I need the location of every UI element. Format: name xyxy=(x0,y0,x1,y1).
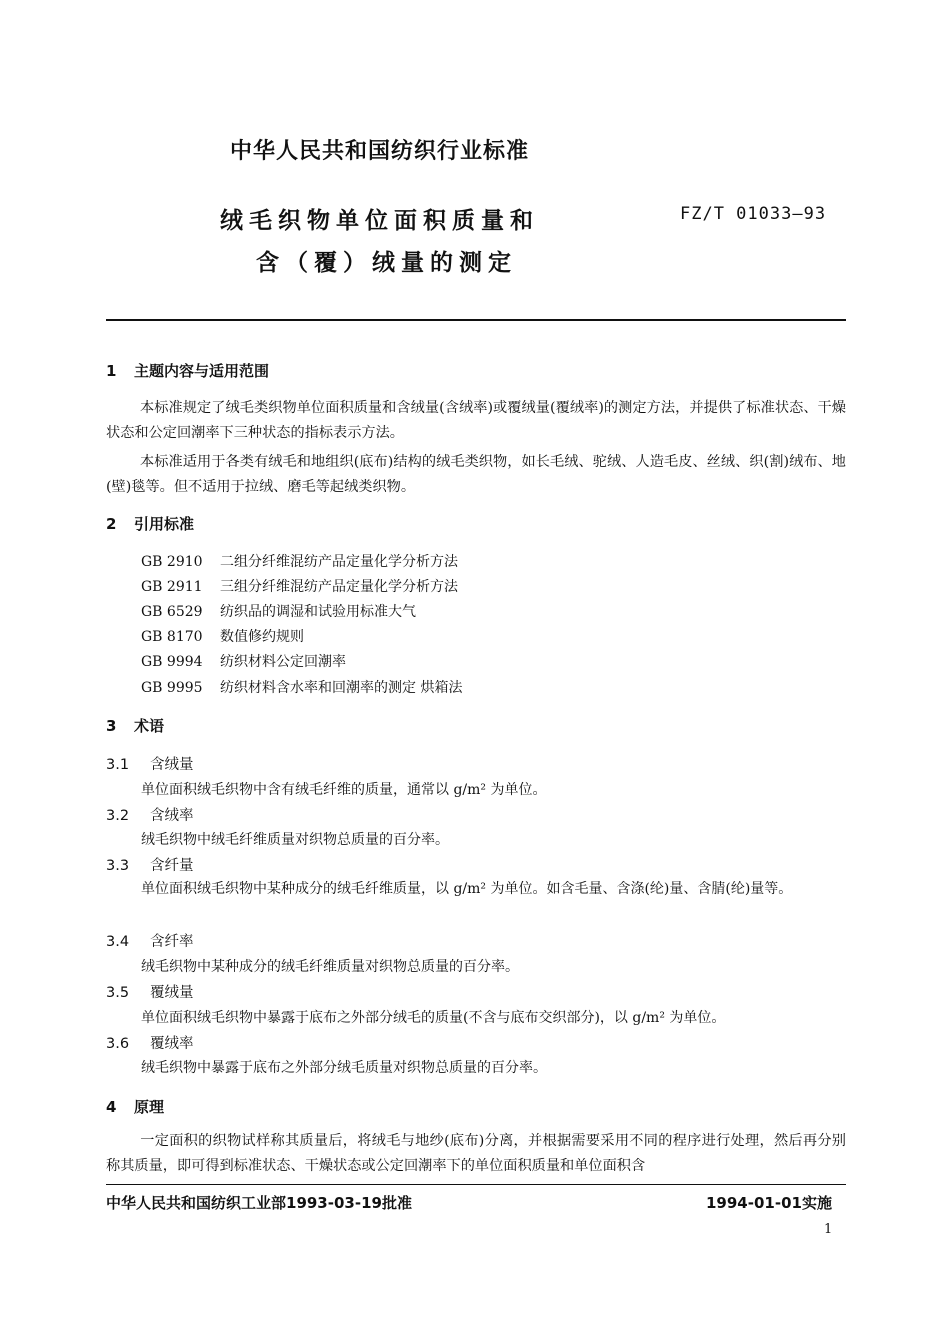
term-number: 3.1 xyxy=(106,757,130,773)
reference-name: 纺织材料含水率和回潮率的测定 烘箱法 xyxy=(220,680,463,696)
term-definition: 单位面积绒毛织物中含有绒毛纤维的质量，通常以 g/m² 为单位。 xyxy=(141,782,547,798)
term-name: 含纤量 xyxy=(150,858,194,874)
section-number: 4 xyxy=(106,1098,117,1116)
term-definition: 绒毛织物中绒毛纤维质量对织物总质量的百分率。 xyxy=(141,832,449,848)
reference-code: GB 8170 xyxy=(141,629,203,645)
section-2-heading xyxy=(106,513,194,534)
reference-item xyxy=(141,626,304,646)
term-heading xyxy=(106,930,194,951)
term-name: 含纤率 xyxy=(150,934,194,950)
term-definition: 绒毛织物中某种成分的绒毛纤维质量对织物总质量的百分率。 xyxy=(141,959,519,975)
term-name: 含绒率 xyxy=(150,808,194,824)
term-heading xyxy=(106,1032,194,1053)
term-heading xyxy=(106,804,194,825)
document-title-line1: 绒毛织物单位面积质量和 xyxy=(220,208,539,234)
section-title: 引用标准 xyxy=(134,515,195,533)
footer-rule xyxy=(106,1184,846,1185)
term-definition: 绒毛织物中暴露于底布之外部分绒毛质量对织物总质量的百分率。 xyxy=(141,1060,547,1076)
approval-line: 中华人民共和国纺织工业部1993-03-19批准 xyxy=(106,1194,412,1212)
standard-code: FZ/T 01033—93 xyxy=(680,204,827,224)
section-number: 1 xyxy=(106,362,117,380)
term-number: 3.2 xyxy=(106,808,130,824)
term-number: 3.5 xyxy=(106,985,130,1001)
term-name: 含绒量 xyxy=(150,757,194,773)
term-heading xyxy=(106,753,194,774)
section-title: 术语 xyxy=(134,717,165,735)
effective-date: 1994-01-01实施 xyxy=(706,1194,832,1212)
header-rule xyxy=(106,319,846,321)
reference-code: GB 6529 xyxy=(141,604,203,620)
reference-item xyxy=(141,601,416,621)
term-definition: 单位面积绒毛织物中某种成分的绒毛纤维质量，以 g/m² 为单位。如含毛量、含涤(纶)量、含腈(纶)量等。 xyxy=(141,881,793,897)
section-number: 2 xyxy=(106,515,117,533)
term-number: 3.3 xyxy=(106,858,130,874)
section-4-heading xyxy=(106,1096,164,1117)
section-title: 原理 xyxy=(134,1098,165,1116)
document-title-line2: 含（覆）绒量的测定 xyxy=(256,250,517,276)
paragraph-text: 本标准适用于各类有绒毛和地组织(底布)结构的绒毛类织物，如长毛绒、驼绒、人造毛皮、丝绒、织(割)绒布、地(壁)毯等。但不适用于拉绒、磨毛等起绒类织物。 xyxy=(106,454,846,495)
section-number: 3 xyxy=(106,717,117,735)
term-heading xyxy=(106,854,194,875)
paragraph-text: 本标准规定了绒毛类织物单位面积质量和含绒量(含绒率)或覆绒量(覆绒率)的测定方法，并提供了标准状态、干燥状态和公定回潮率下三种状态的指标表示方法。 xyxy=(106,400,846,441)
section-1-heading xyxy=(106,360,269,381)
reference-name: 纺织材料公定回潮率 xyxy=(220,654,346,670)
reference-item xyxy=(141,677,462,697)
term-number: 3.4 xyxy=(106,934,130,950)
section-1-paragraph-2 xyxy=(106,450,846,500)
reference-code: GB 9994 xyxy=(141,654,203,670)
section-4-paragraph-1 xyxy=(106,1129,846,1179)
section-title: 主题内容与适用范围 xyxy=(134,362,270,380)
reference-name: 数值修约规则 xyxy=(220,629,304,645)
reference-name: 二组分纤维混纺产品定量化学分析方法 xyxy=(220,554,458,570)
paragraph-text: 一定面积的织物试样称其质量后，将绒毛与地纱(底布)分离，并根据需要采用不同的程序进行处理，然后再分别称其质量，即可得到标准状态、干燥状态或公定回潮率下的单位面积质量和单位面积含 xyxy=(106,1133,846,1174)
reference-code: GB 2910 xyxy=(141,554,203,570)
reference-item xyxy=(141,576,458,596)
reference-item xyxy=(141,651,346,671)
section-3-heading xyxy=(106,715,164,736)
reference-item xyxy=(141,551,458,571)
page-number: 1 xyxy=(824,1222,833,1237)
term-name: 覆绒量 xyxy=(150,985,194,1001)
term-name: 覆绒率 xyxy=(150,1036,194,1052)
section-1-paragraph-1 xyxy=(106,396,846,446)
reference-code: GB 2911 xyxy=(141,579,203,595)
reference-name: 三组分纤维混纺产品定量化学分析方法 xyxy=(220,579,458,595)
term-heading xyxy=(106,981,194,1002)
standard-type-title: 中华人民共和国纺织行业标准 xyxy=(230,139,530,164)
reference-code: GB 9995 xyxy=(141,680,203,696)
reference-name: 纺织品的调湿和试验用标准大气 xyxy=(220,604,416,620)
term-number: 3.6 xyxy=(106,1036,130,1052)
term-definition: 单位面积绒毛织物中暴露于底布之外部分绒毛的质量(不含与底布交织部分)，以 g/m² 为单位。 xyxy=(141,1010,726,1026)
